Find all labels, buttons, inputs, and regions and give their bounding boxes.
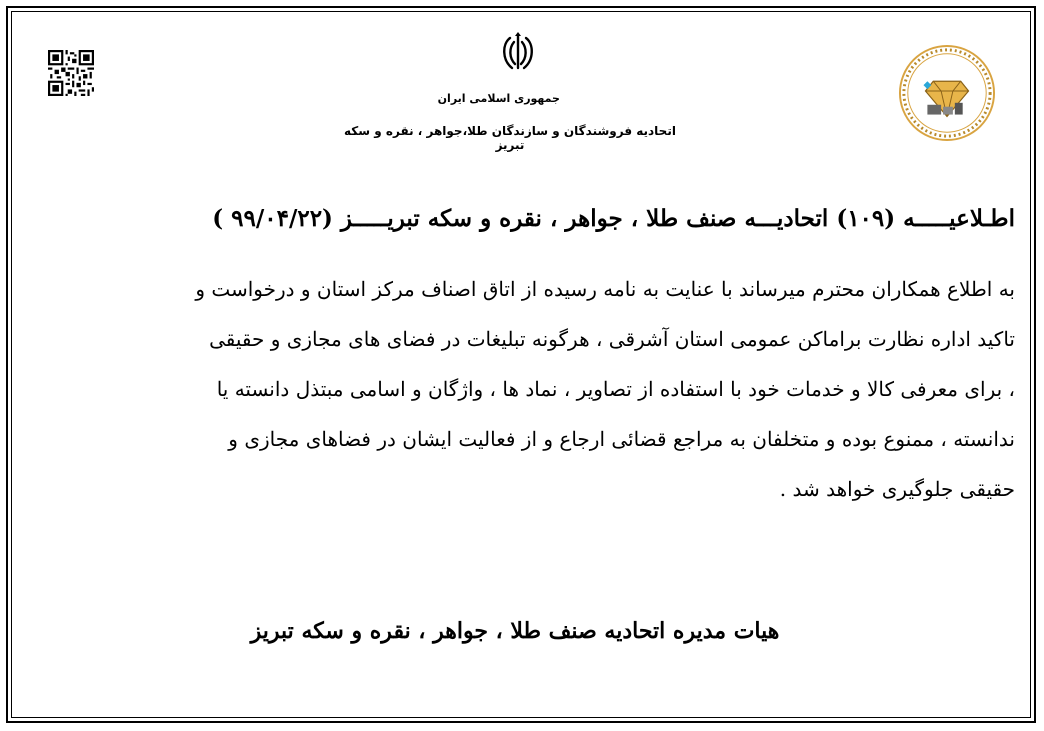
iran-emblem-icon: [496, 30, 540, 74]
body-line: به اطلاع همکاران محترم میرساند با عنایت به نامه رسیده از اتاق اصناف مرکز استان و درخواست و: [195, 277, 1015, 301]
qr-code-icon: [48, 50, 94, 96]
announcement-body: [22, 264, 1015, 514]
announcement-title: اطـلاعیـــــه (۱۰۹) اتحادیـــه صنف طلا ، جواهر ، نقره و سکه تبریـــــز (۹۹/۰۴/۲۲ ): [212, 205, 1015, 232]
signature: هیات مدیره اتحادیه صنف طلا ، جواهر ، نقره و سکه تبریز: [250, 618, 780, 644]
body-line: تاکید اداره نظارت براماکن عمومی استان آشرقی ، هرگونه تبلیغات در فضای های مجازی و حقیقی: [209, 327, 1015, 351]
organization-header: اتحادیه فروشندگان و سازندگان طلا،جواهر ، نقره و سکه تبریز: [344, 124, 676, 152]
guild-logo-icon: [898, 44, 996, 142]
body-line: حقیقی جلوگیری خواهد شد .: [779, 477, 1015, 501]
body-line: ندانسته ، ممنوع بوده و متخلفان به مراجع قضائی ارجاع و از فعالیت ایشان در فضاهای مجازی و: [228, 427, 1015, 451]
body-line: ، برای معرفی کالا و خدمات خود با استفاده از تصاویر ، نماد ها ، واژگان و اسامی مبتذل دانسته یا: [216, 377, 1015, 401]
country-header: جمهوری اسلامی ایران: [437, 92, 560, 105]
